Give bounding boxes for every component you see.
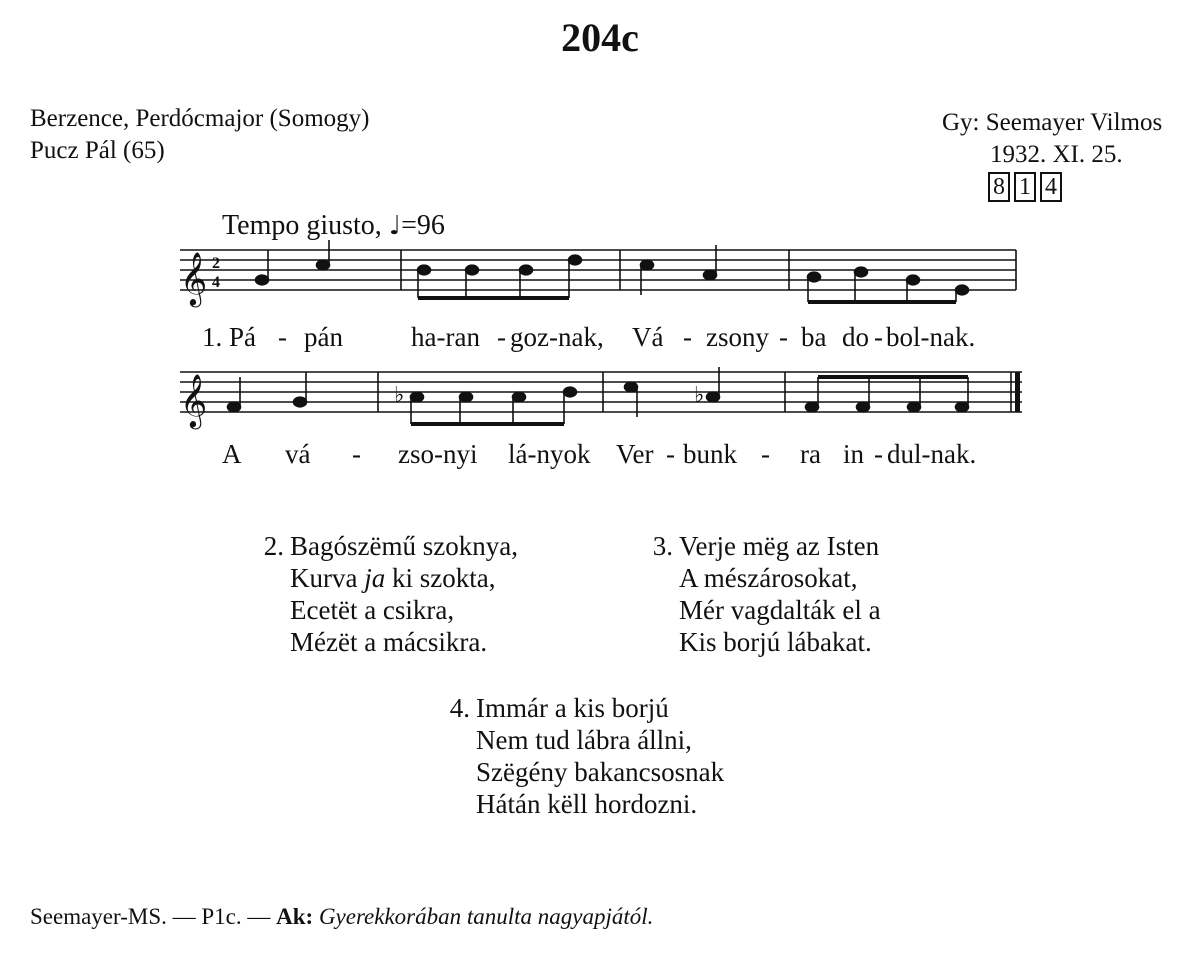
lyric-syllable: ra [800, 439, 821, 469]
time-sig-bottom: 4 [212, 274, 220, 291]
place-text: Berzence, Perdócmajor (Somogy) [30, 105, 370, 132]
tempo-marking [222, 210, 445, 242]
footer-ak-text: Gyerekkorában tanulta nagyapjától. [318, 904, 654, 929]
lyric-syllable: Vá [632, 322, 664, 352]
lyric-hyphen: - [278, 322, 287, 352]
verse-line: Verje mëg az Isten [679, 531, 880, 561]
catalog-box: 4 [1040, 172, 1062, 202]
lyric-hyphen: - [497, 322, 506, 352]
verse-line: ki szokta, [392, 563, 496, 593]
quarter-note-icon: ♩ [388, 211, 402, 241]
verse-line: Bagószëmű szoknya, [290, 531, 518, 561]
tempo-value: =96 [401, 210, 445, 241]
lyric-syllable: zso-nyi [398, 439, 478, 469]
lyric-syllable: A [222, 439, 242, 469]
footer-source: Seemayer-MS. — P1c. — [30, 904, 271, 929]
verse-number: 3. [652, 531, 673, 561]
catalog-boxes [988, 172, 1062, 202]
lyric-hyphen: - [874, 322, 883, 352]
song-number: 204c [561, 15, 639, 60]
lyric-syllable: ha-ran [411, 322, 480, 352]
flat-icon: ♭ [394, 383, 405, 408]
treble-clef-icon: 𝄞 [180, 251, 208, 305]
date-text: 1932. XI. 25. [990, 141, 1123, 168]
verse-line: Immár a kis borjú [476, 693, 669, 723]
verse-line: Nem tud lábra állni, [476, 725, 692, 755]
treble-clef-icon: 𝄞 [180, 373, 208, 427]
lyric-syllable: 1. Pá [202, 322, 256, 352]
lyric-hyphen: - [761, 439, 770, 469]
singer-text: Pucz Pál (65) [30, 137, 165, 164]
lyric-syllable: in [843, 439, 865, 469]
collector-text: Gy: Seemayer Vilmos [942, 109, 1163, 136]
catalog-box: 8 [988, 172, 1010, 202]
catalog-box: 1 [1014, 172, 1036, 202]
time-sig-top: 2 [212, 255, 220, 272]
lyric-syllable: bol-nak. [886, 322, 976, 352]
verse-line: Szëgény bakancsosnak [476, 757, 725, 787]
lyric-syllable: goz-nak, [510, 322, 604, 352]
verse-line: Ecetët a csikra, [290, 595, 455, 625]
flat-icon: ♭ [694, 383, 705, 408]
lyric-syllable: vá [285, 439, 311, 469]
lyric-syllable: pán [304, 322, 343, 352]
verse-line: Hátán këll hordozni. [476, 789, 698, 819]
lyric-syllable: Ver [616, 439, 654, 469]
verse-italic-word: ja [364, 563, 386, 593]
lyric-syllable: zsony [706, 322, 769, 352]
lyric-hyphen: - [352, 439, 361, 469]
lyric-hyphen: - [683, 322, 692, 352]
verse-3 [641, 530, 881, 658]
music-staff-1 [0, 240, 1200, 320]
tempo-text: Tempo giusto, [222, 210, 382, 241]
lyric-syllable: do [842, 322, 869, 352]
verse-line: Kis borjú lábakat. [679, 627, 872, 657]
verse-2 [252, 530, 518, 658]
lyric-hyphen: - [666, 439, 675, 469]
verse-line: A mészárosokat, [679, 563, 858, 593]
lyric-syllable: ba [801, 322, 827, 352]
verse-number: 2. [263, 531, 284, 561]
footer-note [30, 904, 653, 930]
footer-ak-label: Ak: [276, 904, 314, 929]
lyric-hyphen: - [779, 322, 788, 352]
verse-4 [438, 692, 724, 820]
verse-line: Mér vagdalták el a [679, 595, 881, 625]
verse-line: Mézët a mácsikra. [290, 627, 488, 657]
music-staff-2 [0, 362, 1200, 442]
final-barline [1015, 372, 1020, 412]
lyric-hyphen: - [874, 439, 883, 469]
lyric-syllable: dul-nak. [887, 439, 977, 469]
verse-number: 4. [449, 693, 470, 723]
verse-line: Kurva [290, 563, 358, 593]
lyric-syllable: bunk [683, 439, 737, 469]
lyric-syllable: lá-nyok [508, 439, 591, 469]
